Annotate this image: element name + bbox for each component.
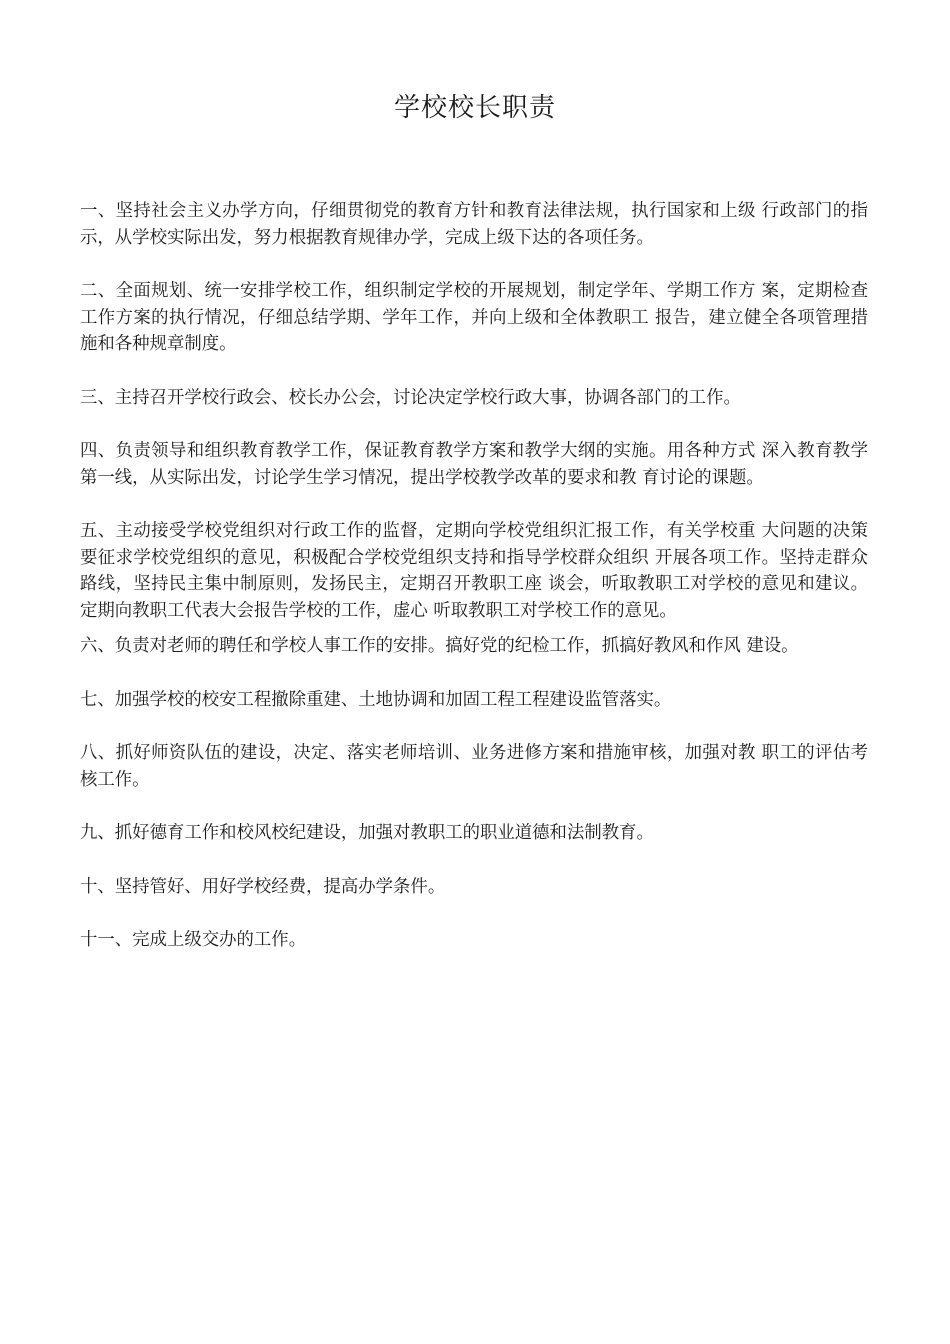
duty-clause: 八、抓好师资队伍的建设，决定、落实老师培训、业务进修方案和措施审核，加强对教 职工的评估考核工作。 <box>80 743 868 790</box>
duty-clause: 十一、完成上级交办的工作。 <box>80 930 307 950</box>
duty-clause: 一、坚持社会主义办学方向，仔细贯彻党的教育方针和教育法律法规，执行国家和上级 行政部门的指示，从学校实际出发，努力根据教育规律办学，完成上级下达的各项任务。 <box>80 201 868 248</box>
duty-clause: 三、主持召开学校行政会、校长办公会，讨论决定学校行政大事，协调各部门的工作。 <box>80 387 741 408</box>
duty-clause: 七、加强学校的校安工程撤除重建、土地协调和加固工程工程建设监管落实。 <box>80 689 672 710</box>
duty-clause: 九、抓好德育工作和校风校纪建设，加强对教职工的职业道德和法制教育。 <box>80 823 654 843</box>
duty-clause: 四、负责领导和组织教育教学工作，保证教育教学方案和教学大纲的实施。用各种方式 深入教育教学第一线，从实际出发，讨论学生学习情况，提出学校教学改革的要求和教 育讨论的课题。 <box>80 441 868 488</box>
duty-clause: 六、负责对老师的聘任和学校人事工作的安排。搞好党的纪检工作，抓搞好教风和作风 建设。 <box>80 636 799 656</box>
duty-clause: 十、坚持管好、用好学校经费，提高办学条件。 <box>80 876 446 897</box>
duty-clause: 五、主动接受学校党组织对行政工作的监督，定期向学校党组织汇报工作，有关学校重 大问题的决策要征求学校党组织的意见，积极配合学校党组织支持和指导学校群众组织 开展各项工作。坚持走群众路线，坚持民主集中制原则，发扬民主，定期召开教职工座 谈会，听取教职工对学校的意见和建议。定期向教职工代表大会报告学校的工作，虚心 听取教职工对学校工作的意见。 <box>80 521 868 621</box>
duty-clause: 二、全面规划、统一安排学校工作，组织制定学校的开展规划，制定学年、学期工作方 案，定期检查工作方案的执行情况，仔细总结学期、学年工作，并向上级和全体教职工 报告，建立健全各项管理措施和各种规章制度。 <box>80 281 868 354</box>
duty-clause-list <box>80 198 868 954</box>
document-title: 学校校长职责 <box>393 93 556 123</box>
